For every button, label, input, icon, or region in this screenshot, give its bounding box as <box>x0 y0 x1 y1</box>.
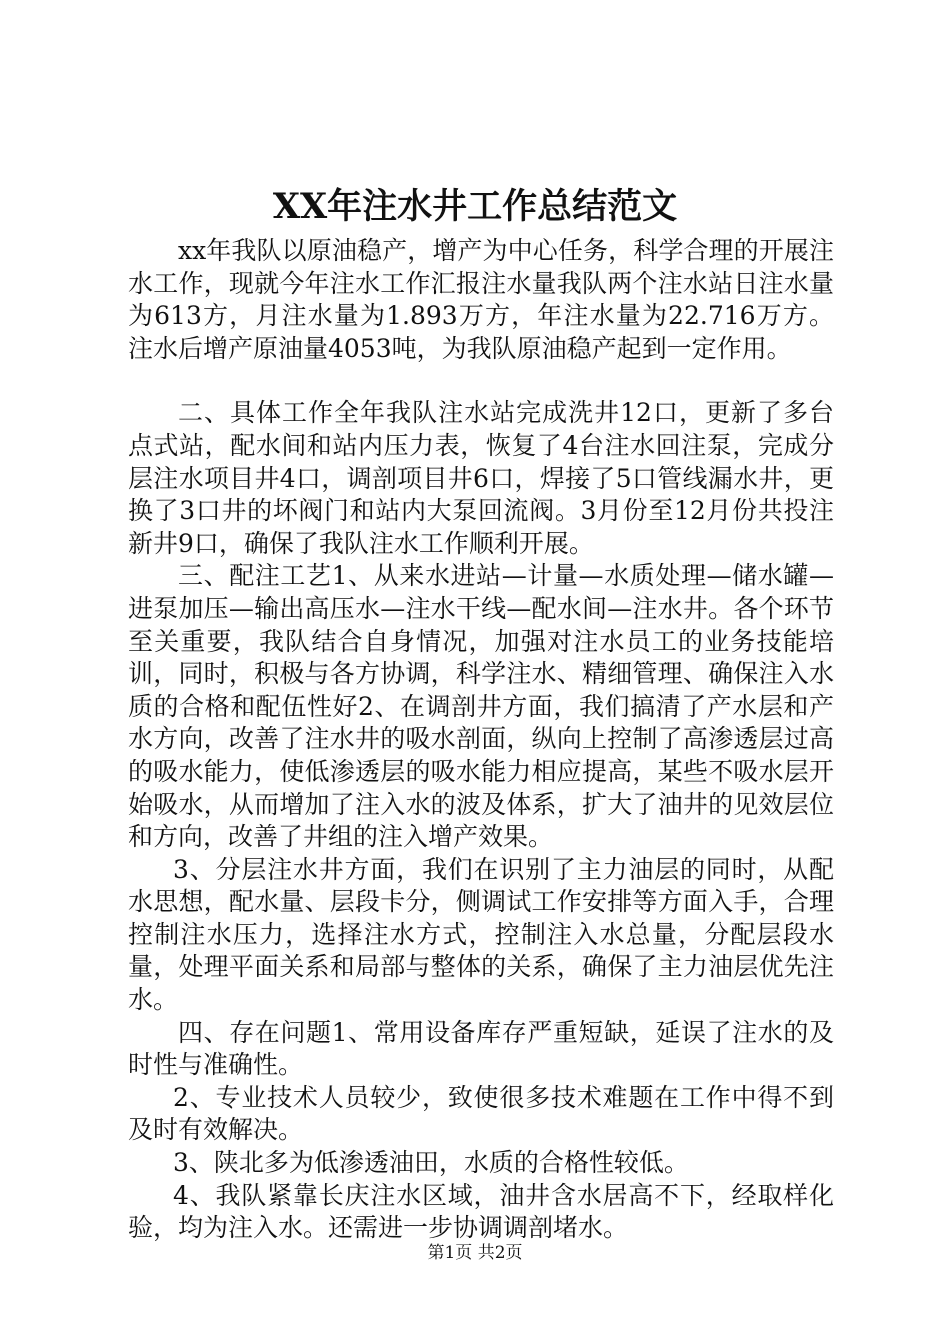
paragraph-problem-3: 3、陕北多为低渗透油田，水质的合格性较低。 <box>173 1148 689 1178</box>
page-footer <box>0 1241 950 1265</box>
paragraph-problem-2: 2、专业技术人员较少，致使很多技术难题在工作中得不到及时有效解决。 <box>128 1082 834 1145</box>
document-title: XX年注水井工作总结范文 <box>272 186 678 227</box>
paragraph-intro: xx年我队以原油稳产，增产为中心任务，科学合理的开展注水工作，现就今年注水工作汇报注水量我队两个注水站日注水量为613方，月注水量为1.893万方，年注水量为22.716万方。注水后增产原油量4053吨，为我队原油稳产起到一定作用。 <box>128 236 834 363</box>
paragraph-specific-work: 二、具体工作全年我队注水站完成洗井12口，更新了多台点式站，配水间和站内压力表，恢复了4台注水回注泵，完成分层注水项目井4口，调剖项目井6口，焊接了5口管线漏水井，更换了3口井的坏阀门和站内大泵回流阀。3月份至12月份共投注新井9口，确保了我队注水工作顺利开展。 <box>128 398 834 558</box>
paragraph-layered-injection: 3、分层注水井方面，我们在识别了主力油层的同时，从配水思想，配水量、层段卡分，侧调试工作安排等方面入手，合理控制注水压力，选择注水方式，控制注入水总量，分配层段水量，处理平面关系和局部与整体的关系，确保了主力油层优先注水。 <box>128 854 834 1015</box>
page-indicator: 第1页 共2页 <box>427 1243 523 1263</box>
paragraph-injection-process: 三、配注工艺1、从来水进站—计量—水质处理—储水罐—进泵加压—输出高压水—注水干线—配水间—注水井。各个环节至关重要，我队结合自身情况，加强对注水员工的业务技能培训，同时，积极与各方协调，科学注水、精细管理、确保注入水质的合格和配伍性好2、在调剖井方面，我们搞清了产水层和产水方向，改善了注水井的吸水剖面，纵向上控制了高渗透层过高的吸水能力，使低渗透层的吸水能力相应提高，某些不吸水层开始吸水，从而增加了注入水的波及体系，扩大了油井的见效层位和方向，改善了井组的注入增产效果。 <box>128 561 834 852</box>
paragraph-problem-4: 4、我队紧靠长庆注水区域，油井含水居高不下，经取样化验，均为注入水。还需进一步协调调剖堵水。 <box>128 1180 834 1243</box>
document-body <box>128 235 834 1245</box>
paragraph-problem-1: 四、存在问题1、常用设备库存严重短缺，延误了注水的及时性与准确性。 <box>128 1017 834 1080</box>
